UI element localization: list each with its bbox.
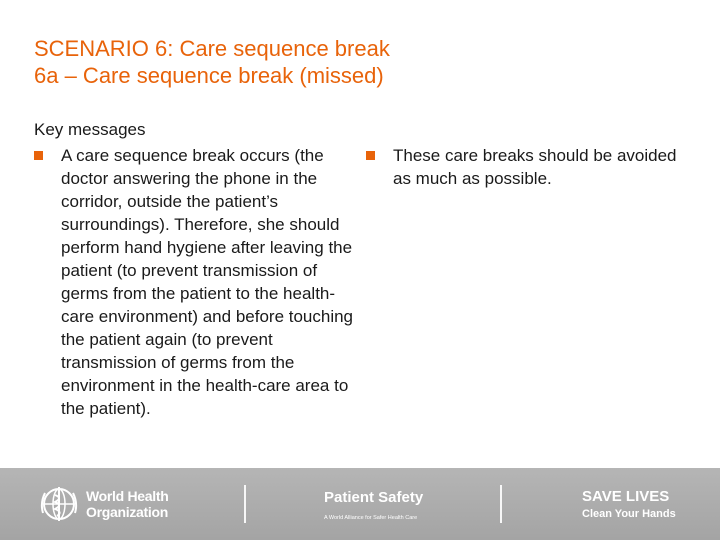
- key-messages-label: Key messages: [34, 120, 146, 139]
- square-bullet-icon: [34, 151, 43, 160]
- bullet-item: [34, 144, 354, 420]
- who-logo: [38, 483, 168, 525]
- save-lives-logo: [582, 488, 676, 521]
- patient-safety-logo: [324, 489, 423, 522]
- who-name: [86, 488, 168, 520]
- bullet-text: These care breaks should be avoided as much as possible.: [393, 146, 677, 188]
- footer-bar: [0, 468, 720, 540]
- slide-title: [34, 35, 694, 89]
- title-line-2: 6a – Care sequence break (missed): [34, 63, 384, 88]
- bullet-item: [366, 144, 686, 190]
- who-name-line-2: Organization: [86, 504, 168, 520]
- title-line-1: SCENARIO 6: Care sequence break: [34, 36, 390, 61]
- patient-safety-title: Patient Safety: [324, 489, 424, 506]
- clean-hands-subtitle: Clean Your Hands: [582, 508, 676, 520]
- square-bullet-icon: [366, 151, 375, 160]
- who-emblem-icon: [38, 483, 80, 525]
- footer-divider: [500, 485, 502, 523]
- save-lives-title: SAVE LIVES: [582, 488, 670, 505]
- bullet-column-right: [366, 144, 686, 190]
- bullet-column-left: [34, 144, 354, 420]
- patient-safety-subtitle: A World Alliance for Safer Health Care: [324, 515, 418, 521]
- footer-divider: [244, 485, 246, 523]
- bullet-text: A care sequence break occurs (the doctor answering the phone in the corridor, outside the patient’s surroundings). Therefore, she should perform hand hygiene after leaving the patient (to prevent transmission of germs from the patient to the health-care environment) and before touching the patient again (to prevent transmission of germs from the environment in the health-care area to the patient).: [61, 146, 354, 418]
- who-name-line-1: World Health: [86, 488, 169, 504]
